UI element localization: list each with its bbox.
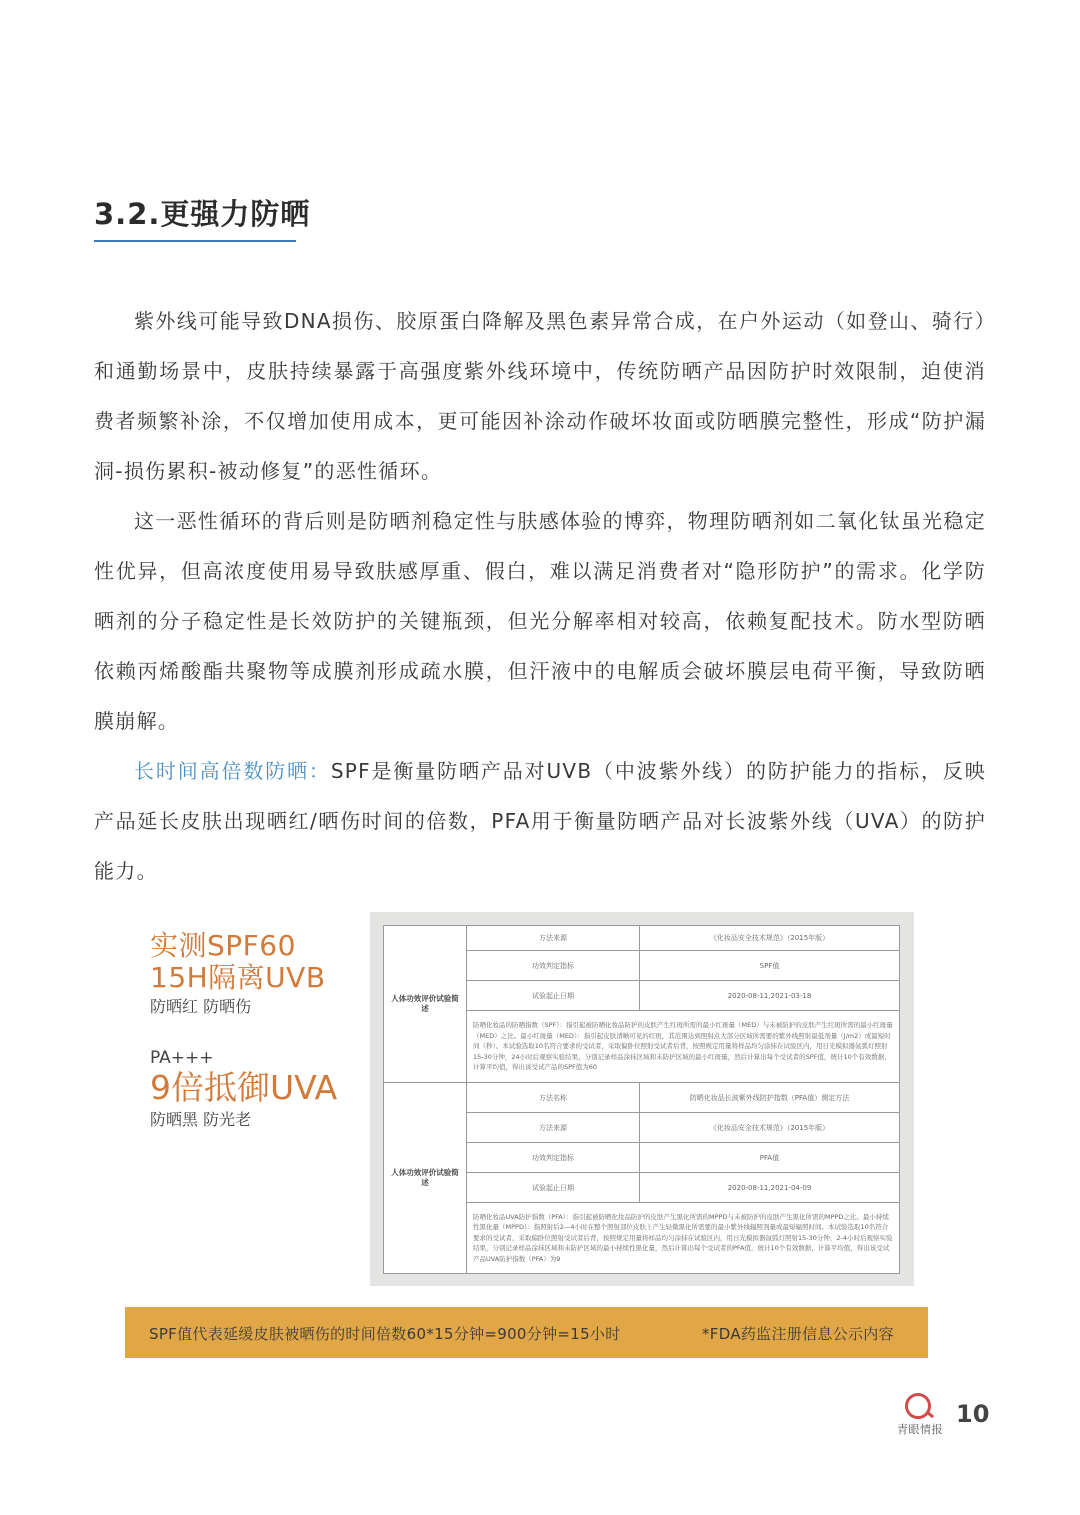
table-row — [384, 1083, 900, 1113]
highlight-term: 长时间高倍数防晒： — [134, 759, 331, 783]
section-title: 3.2.更强力防晒 — [94, 197, 311, 231]
spf-callout — [150, 930, 326, 1020]
callout-pa: PA+++ — [150, 1048, 214, 1068]
callout-uvb: 15H隔离UVB — [150, 961, 326, 994]
row-value: 2020-08-11,2021-03-18 — [640, 981, 900, 1011]
row-value: 防晒化妆品长波紫外线防护指数（PFA值）测定方法 — [640, 1083, 900, 1113]
paragraph-1: 紫外线可能导致DNA损伤、胶原蛋白降解及黑色素异常合成，在户外运动（如登山、骑行）和通勤场景中，皮肤持续暴露于高强度紫外线环境中，传统防晒产品因防护时效限制，迫使消费者频繁补涂，不仅增加使用成本，更可能因补涂动作破坏妆面或防晒膜完整性，形成“防护漏洞-损伤累积-被动修复”的恶性循环。 — [94, 309, 986, 483]
body-text — [94, 296, 986, 896]
logo-text: 青眼情报 — [897, 1423, 943, 1436]
row-value: SPF值 — [640, 951, 900, 981]
row-label: 功效判定指标 — [467, 1143, 640, 1173]
summary-banner — [125, 1307, 928, 1358]
page-number: 10 — [956, 1400, 990, 1428]
banner-source-note: *FDA药监注册信息公示内容 — [702, 1325, 894, 1343]
pa-callout — [150, 1047, 337, 1133]
row-value: 《化妆品安全技术规范》（2015年版） — [640, 1113, 900, 1143]
row-value: PFA值 — [640, 1143, 900, 1173]
row-value: 《化妆品安全技术规范》（2015年版） — [640, 926, 900, 951]
group-label-pfa: 人体功效评价试验简述 — [384, 1083, 467, 1274]
paragraph-3 — [94, 746, 986, 896]
paragraph-2: 这一恶性循环的背后则是防晒剂稳定性与肤感体验的博弈，物理防晒剂如二氧化钛虽光稳定性优异，但高浓度使用易导致肤感厚重、假白，难以满足消费者对“隐形防护”的需求。化学防晒剂的分子稳定性是长效防护的关键瓶颈，但光分解率相对较高，依赖复配技术。防水型防晒依赖丙烯酸酯共聚物等成膜剂形成疏水膜，但汗液中的电解质会破坏膜层电荷平衡，导致防晒膜崩解。 — [94, 509, 986, 733]
pfa-description: 防晒化妆品UVA防护指数（PFA）：指引起被防晒化妆品防护的皮肤产生黑化所需的MPPD与未被防护的皮肤产生黑化所需的MPPD之比。最小持续性黑化量（MPPD）：指照射后2—4小时在整个照射部位皮肤上产生轻微黑化所需要的最小紫外线辐照剂量或最短辐照时间。本试验选取10名符合要求的受试者，采取偏卧位照射受试者后背，按照规定用量将样品均匀涂抹在试验区内，用日光模拟器氙弧灯照射15-30分钟，2-4小时后观察实验结果，分别记录样品涂抹区域和未防护区域的最小持续性黑化量，然后计算出每个受试者的PFA值，统计10个有效数据，计算平均值，得出该受试产品UVA防护指数（PFA）为9 — [467, 1203, 900, 1274]
spf-description: 防晒化妆品的防晒指数（SPF）：指引起被防晒化妆品防护的皮肤产生红斑所需的最小红斑量（MED）与未被防护的皮肤产生红斑所需的最小红斑量（MED）之比。最小红斑量（MED）：指引起皮肤清晰可见的红斑，其范围达到照射点大部分区域所需要的紫外线照射最低剂量（J/m2）或最短时间（秒）。本试验选取10名符合要求的受试者，采取偏卧位照射受试者后背，按照规定用量将样品均匀涂抹在试验区内，用日光模拟器氙弧灯照射15-30分钟，24小时后观察实验结果，分别记录样品涂抹区域和未防护区域的最小红斑量，然后计算出每个受试者的SPF值，统计10个有效数据，计算平均值，得出该受试产品的SPF值为60 — [467, 1011, 900, 1083]
callout-spf-benefit: 防晒红 防晒伤 — [150, 997, 252, 1016]
magnifier-handle — [926, 1411, 934, 1418]
row-label: 方法名称 — [467, 1083, 640, 1113]
title-underline — [94, 240, 296, 242]
callout-uva: 9倍抵御UVA — [150, 1068, 338, 1107]
row-label: 试验起止日期 — [467, 981, 640, 1011]
row-value: 2020-08-11,2021-04-09 — [640, 1173, 900, 1203]
table-row — [384, 926, 900, 951]
row-label: 方法来源 — [467, 1113, 640, 1143]
paragraph-3-text: SPF是衡量防晒产品对UVB（中波紫外线）的防护能力的指标，反映产品延长皮肤出现晒红/晒伤时间的倍数，PFA用于衡量防晒产品对长波紫外线（UVA）的防护能力。 — [94, 759, 987, 883]
magnifier-logo-icon — [905, 1393, 931, 1419]
row-label: 试验起止日期 — [467, 1173, 640, 1203]
row-label: 功效判定指标 — [467, 951, 640, 981]
group-label-spf: 人体功效评价试验简述 — [384, 926, 467, 1083]
efficacy-table — [383, 925, 900, 1274]
row-label: 方法来源 — [467, 926, 640, 951]
callout-pa-benefit: 防晒黑 防光老 — [150, 1110, 252, 1129]
qingyan-logo — [893, 1393, 945, 1437]
banner-spf-note: SPF值代表延缓皮肤被晒伤的时间倍数60*15分钟=900分钟=15小时 — [149, 1325, 621, 1343]
callout-spf: 实测SPF60 — [150, 929, 296, 962]
